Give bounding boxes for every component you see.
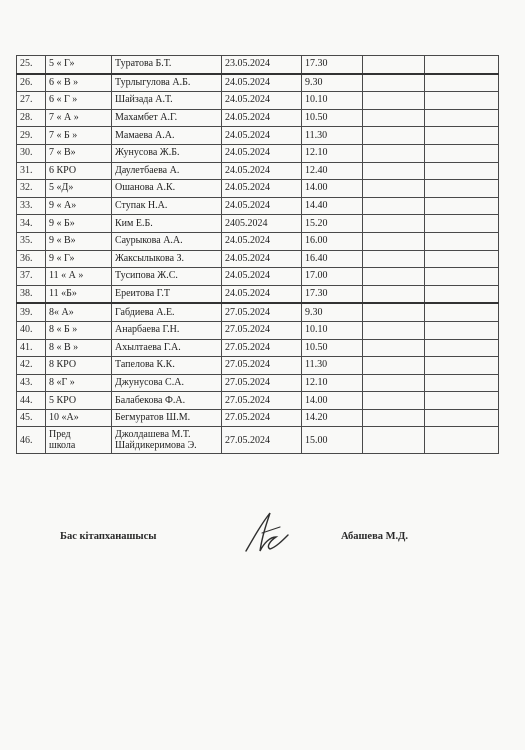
date-cell: 27.05.2024 bbox=[222, 374, 302, 392]
class-cell: 8« А» bbox=[46, 303, 112, 321]
teacher-cell-line: Джолдашева М.Т. bbox=[115, 429, 191, 441]
time-cell: 10.10 bbox=[302, 321, 363, 339]
table-row bbox=[17, 92, 499, 110]
time-cell: 12.10 bbox=[302, 144, 363, 162]
class-cell: 8 КРО bbox=[46, 357, 112, 375]
teacher-cell: Саурыкова А.А. bbox=[112, 232, 222, 250]
empty-cell bbox=[425, 232, 499, 250]
teacher-cell: Жаксылыкова З. bbox=[112, 250, 222, 268]
signatory-name: Абашева М.Д. bbox=[341, 531, 409, 542]
table-row bbox=[17, 339, 499, 357]
time-cell: 15.00 bbox=[302, 427, 363, 454]
table-row bbox=[17, 374, 499, 392]
teacher-cell: Даулетбаева А. bbox=[112, 162, 222, 180]
row-number: 26. bbox=[17, 74, 46, 92]
empty-cell bbox=[363, 127, 425, 145]
empty-cell bbox=[425, 180, 499, 198]
empty-cell bbox=[363, 56, 425, 74]
date-cell: 27.05.2024 bbox=[222, 392, 302, 410]
empty-cell bbox=[363, 215, 425, 233]
class-cell: 9 « В» bbox=[46, 232, 112, 250]
empty-cell bbox=[425, 268, 499, 286]
row-number: 42. bbox=[17, 357, 46, 375]
date-cell: 27.05.2024 bbox=[222, 339, 302, 357]
class-cell: 8 « Б » bbox=[46, 321, 112, 339]
time-cell: 10.50 bbox=[302, 339, 363, 357]
teacher-cell: Махамбет А.Г. bbox=[112, 109, 222, 127]
time-cell: 11.30 bbox=[302, 127, 363, 145]
table-row bbox=[17, 180, 499, 198]
teacher-cell: Тусипова Ж.С. bbox=[112, 268, 222, 286]
time-cell: 14.00 bbox=[302, 392, 363, 410]
teacher-cell: Мамаева А.А. bbox=[112, 127, 222, 145]
table-row bbox=[17, 215, 499, 233]
date-cell: 24.05.2024 bbox=[222, 232, 302, 250]
empty-cell bbox=[363, 197, 425, 215]
teacher-cell: Габдиева А.Е. bbox=[112, 303, 222, 321]
empty-cell bbox=[363, 109, 425, 127]
teacher-cell bbox=[112, 427, 222, 454]
class-cell: 9 « Г» bbox=[46, 250, 112, 268]
teacher-cell: Туратова Б.Т. bbox=[112, 56, 222, 74]
class-cell: 6 « В » bbox=[46, 74, 112, 92]
time-cell: 17.30 bbox=[302, 285, 363, 303]
teacher-cell: Анарбаева Г.Н. bbox=[112, 321, 222, 339]
date-cell: 27.05.2024 bbox=[222, 409, 302, 427]
class-cell: 5 «Д» bbox=[46, 180, 112, 198]
empty-cell bbox=[363, 285, 425, 303]
empty-cell bbox=[425, 303, 499, 321]
table-row bbox=[17, 127, 499, 145]
date-cell: 23.05.2024 bbox=[222, 56, 302, 74]
class-cell-line: Пред bbox=[49, 429, 71, 441]
table-row bbox=[17, 357, 499, 375]
class-cell: 11 « А » bbox=[46, 268, 112, 286]
row-number: 30. bbox=[17, 144, 46, 162]
empty-cell bbox=[363, 180, 425, 198]
table-row bbox=[17, 250, 499, 268]
empty-cell bbox=[363, 303, 425, 321]
date-cell: 24.05.2024 bbox=[222, 92, 302, 110]
empty-cell bbox=[363, 144, 425, 162]
class-cell: 7 « А » bbox=[46, 109, 112, 127]
date-cell: 24.05.2024 bbox=[222, 180, 302, 198]
class-cell: 7 « В» bbox=[46, 144, 112, 162]
row-number: 41. bbox=[17, 339, 46, 357]
teacher-cell: Жунусова Ж.Б. bbox=[112, 144, 222, 162]
empty-cell bbox=[363, 74, 425, 92]
row-number: 46. bbox=[17, 427, 46, 454]
schedule-table bbox=[16, 55, 499, 454]
date-cell: 24.05.2024 bbox=[222, 268, 302, 286]
empty-cell bbox=[425, 92, 499, 110]
empty-cell bbox=[425, 339, 499, 357]
row-number: 45. bbox=[17, 409, 46, 427]
date-cell: 27.05.2024 bbox=[222, 357, 302, 375]
class-cell: 5 « Г» bbox=[46, 56, 112, 74]
teacher-cell: Ступак Н.А. bbox=[112, 197, 222, 215]
empty-cell bbox=[425, 374, 499, 392]
table-row bbox=[17, 268, 499, 286]
table-row bbox=[17, 197, 499, 215]
empty-cell bbox=[425, 197, 499, 215]
empty-cell bbox=[425, 357, 499, 375]
table-row bbox=[17, 144, 499, 162]
class-cell: 5 КРО bbox=[46, 392, 112, 410]
table-row bbox=[17, 303, 499, 321]
row-number: 44. bbox=[17, 392, 46, 410]
teacher-cell: Балабекова Ф.А. bbox=[112, 392, 222, 410]
date-cell: 24.05.2024 bbox=[222, 127, 302, 145]
class-cell: 8 « В » bbox=[46, 339, 112, 357]
row-number: 35. bbox=[17, 232, 46, 250]
teacher-cell: Ким Е.Б. bbox=[112, 215, 222, 233]
date-cell: 24.05.2024 bbox=[222, 74, 302, 92]
empty-cell bbox=[425, 74, 499, 92]
row-number: 34. bbox=[17, 215, 46, 233]
empty-cell bbox=[425, 127, 499, 145]
row-number: 43. bbox=[17, 374, 46, 392]
table-row bbox=[17, 109, 499, 127]
time-cell: 16.00 bbox=[302, 232, 363, 250]
date-cell: 24.05.2024 bbox=[222, 162, 302, 180]
class-cell: 10 «А» bbox=[46, 409, 112, 427]
empty-cell bbox=[363, 339, 425, 357]
row-number: 38. bbox=[17, 285, 46, 303]
date-cell: 24.05.2024 bbox=[222, 197, 302, 215]
teacher-cell: Шайзада А.Т. bbox=[112, 92, 222, 110]
table-row bbox=[17, 162, 499, 180]
class-cell-line: школа bbox=[49, 440, 76, 452]
table-row bbox=[17, 74, 499, 92]
teacher-cell: Турлыгулова А.Б. bbox=[112, 74, 222, 92]
time-cell: 12.40 bbox=[302, 162, 363, 180]
row-number: 28. bbox=[17, 109, 46, 127]
table-row bbox=[17, 285, 499, 303]
empty-cell bbox=[425, 162, 499, 180]
time-cell: 17.30 bbox=[302, 56, 363, 74]
row-number: 36. bbox=[17, 250, 46, 268]
teacher-cell: Ереитова Г.Т bbox=[112, 285, 222, 303]
teacher-cell: Ахылтаева Г.А. bbox=[112, 339, 222, 357]
empty-cell bbox=[425, 109, 499, 127]
row-number: 37. bbox=[17, 268, 46, 286]
row-number: 29. bbox=[17, 127, 46, 145]
date-cell: 27.05.2024 bbox=[222, 303, 302, 321]
empty-cell bbox=[363, 162, 425, 180]
time-cell: 10.50 bbox=[302, 109, 363, 127]
table-row bbox=[17, 427, 499, 454]
empty-cell bbox=[425, 144, 499, 162]
time-cell: 10.10 bbox=[302, 92, 363, 110]
empty-cell bbox=[363, 250, 425, 268]
table-row bbox=[17, 321, 499, 339]
class-cell: 9 « Б» bbox=[46, 215, 112, 233]
class-cell: 11 «Б» bbox=[46, 285, 112, 303]
class-cell: 7 « Б » bbox=[46, 127, 112, 145]
teacher-cell: Джунусова С.А. bbox=[112, 374, 222, 392]
table-row bbox=[17, 232, 499, 250]
time-cell: 11.30 bbox=[302, 357, 363, 375]
date-cell: 27.05.2024 bbox=[222, 427, 302, 454]
empty-cell bbox=[425, 56, 499, 74]
empty-cell bbox=[425, 250, 499, 268]
row-number: 40. bbox=[17, 321, 46, 339]
empty-cell bbox=[425, 409, 499, 427]
time-cell: 17.00 bbox=[302, 268, 363, 286]
empty-cell bbox=[363, 409, 425, 427]
table-row bbox=[17, 409, 499, 427]
date-cell: 24.05.2024 bbox=[222, 285, 302, 303]
class-cell: 9 « А» bbox=[46, 197, 112, 215]
row-number: 33. bbox=[17, 197, 46, 215]
time-cell: 14.00 bbox=[302, 180, 363, 198]
empty-cell bbox=[363, 232, 425, 250]
handwritten-signature bbox=[240, 507, 296, 559]
teacher-cell: Ошанова А.К. bbox=[112, 180, 222, 198]
empty-cell bbox=[425, 392, 499, 410]
date-cell: 24.05.2024 bbox=[222, 250, 302, 268]
empty-cell bbox=[363, 374, 425, 392]
row-number: 32. bbox=[17, 180, 46, 198]
teacher-cell: Бегмуратов Ш.М. bbox=[112, 409, 222, 427]
empty-cell bbox=[425, 215, 499, 233]
time-cell: 15.20 bbox=[302, 215, 363, 233]
time-cell: 14.40 bbox=[302, 197, 363, 215]
date-cell: 24.05.2024 bbox=[222, 144, 302, 162]
empty-cell bbox=[363, 321, 425, 339]
class-cell: 6 КРО bbox=[46, 162, 112, 180]
empty-cell bbox=[425, 285, 499, 303]
table-row bbox=[17, 392, 499, 410]
time-cell: 9.30 bbox=[302, 74, 363, 92]
empty-cell bbox=[425, 427, 499, 454]
time-cell: 12.10 bbox=[302, 374, 363, 392]
table-row bbox=[17, 56, 499, 74]
teacher-cell: Тапелова К.К. bbox=[112, 357, 222, 375]
empty-cell bbox=[363, 92, 425, 110]
class-cell: 8 «Г » bbox=[46, 374, 112, 392]
row-number: 39. bbox=[17, 303, 46, 321]
time-cell: 14.20 bbox=[302, 409, 363, 427]
date-cell: 27.05.2024 bbox=[222, 321, 302, 339]
row-number: 31. bbox=[17, 162, 46, 180]
teacher-cell-line: Шайдикеримова Э. bbox=[115, 440, 197, 452]
time-cell: 9.30 bbox=[302, 303, 363, 321]
class-cell: 6 « Г » bbox=[46, 92, 112, 110]
row-number: 25. bbox=[17, 56, 46, 74]
empty-cell bbox=[363, 427, 425, 454]
signature-title: Бас кітапханашысы bbox=[60, 531, 157, 542]
row-number: 27. bbox=[17, 92, 46, 110]
empty-cell bbox=[363, 268, 425, 286]
date-cell: 2405.2024 bbox=[222, 215, 302, 233]
empty-cell bbox=[425, 321, 499, 339]
date-cell: 24.05.2024 bbox=[222, 109, 302, 127]
class-cell bbox=[46, 427, 112, 454]
empty-cell bbox=[363, 357, 425, 375]
empty-cell bbox=[363, 392, 425, 410]
time-cell: 16.40 bbox=[302, 250, 363, 268]
